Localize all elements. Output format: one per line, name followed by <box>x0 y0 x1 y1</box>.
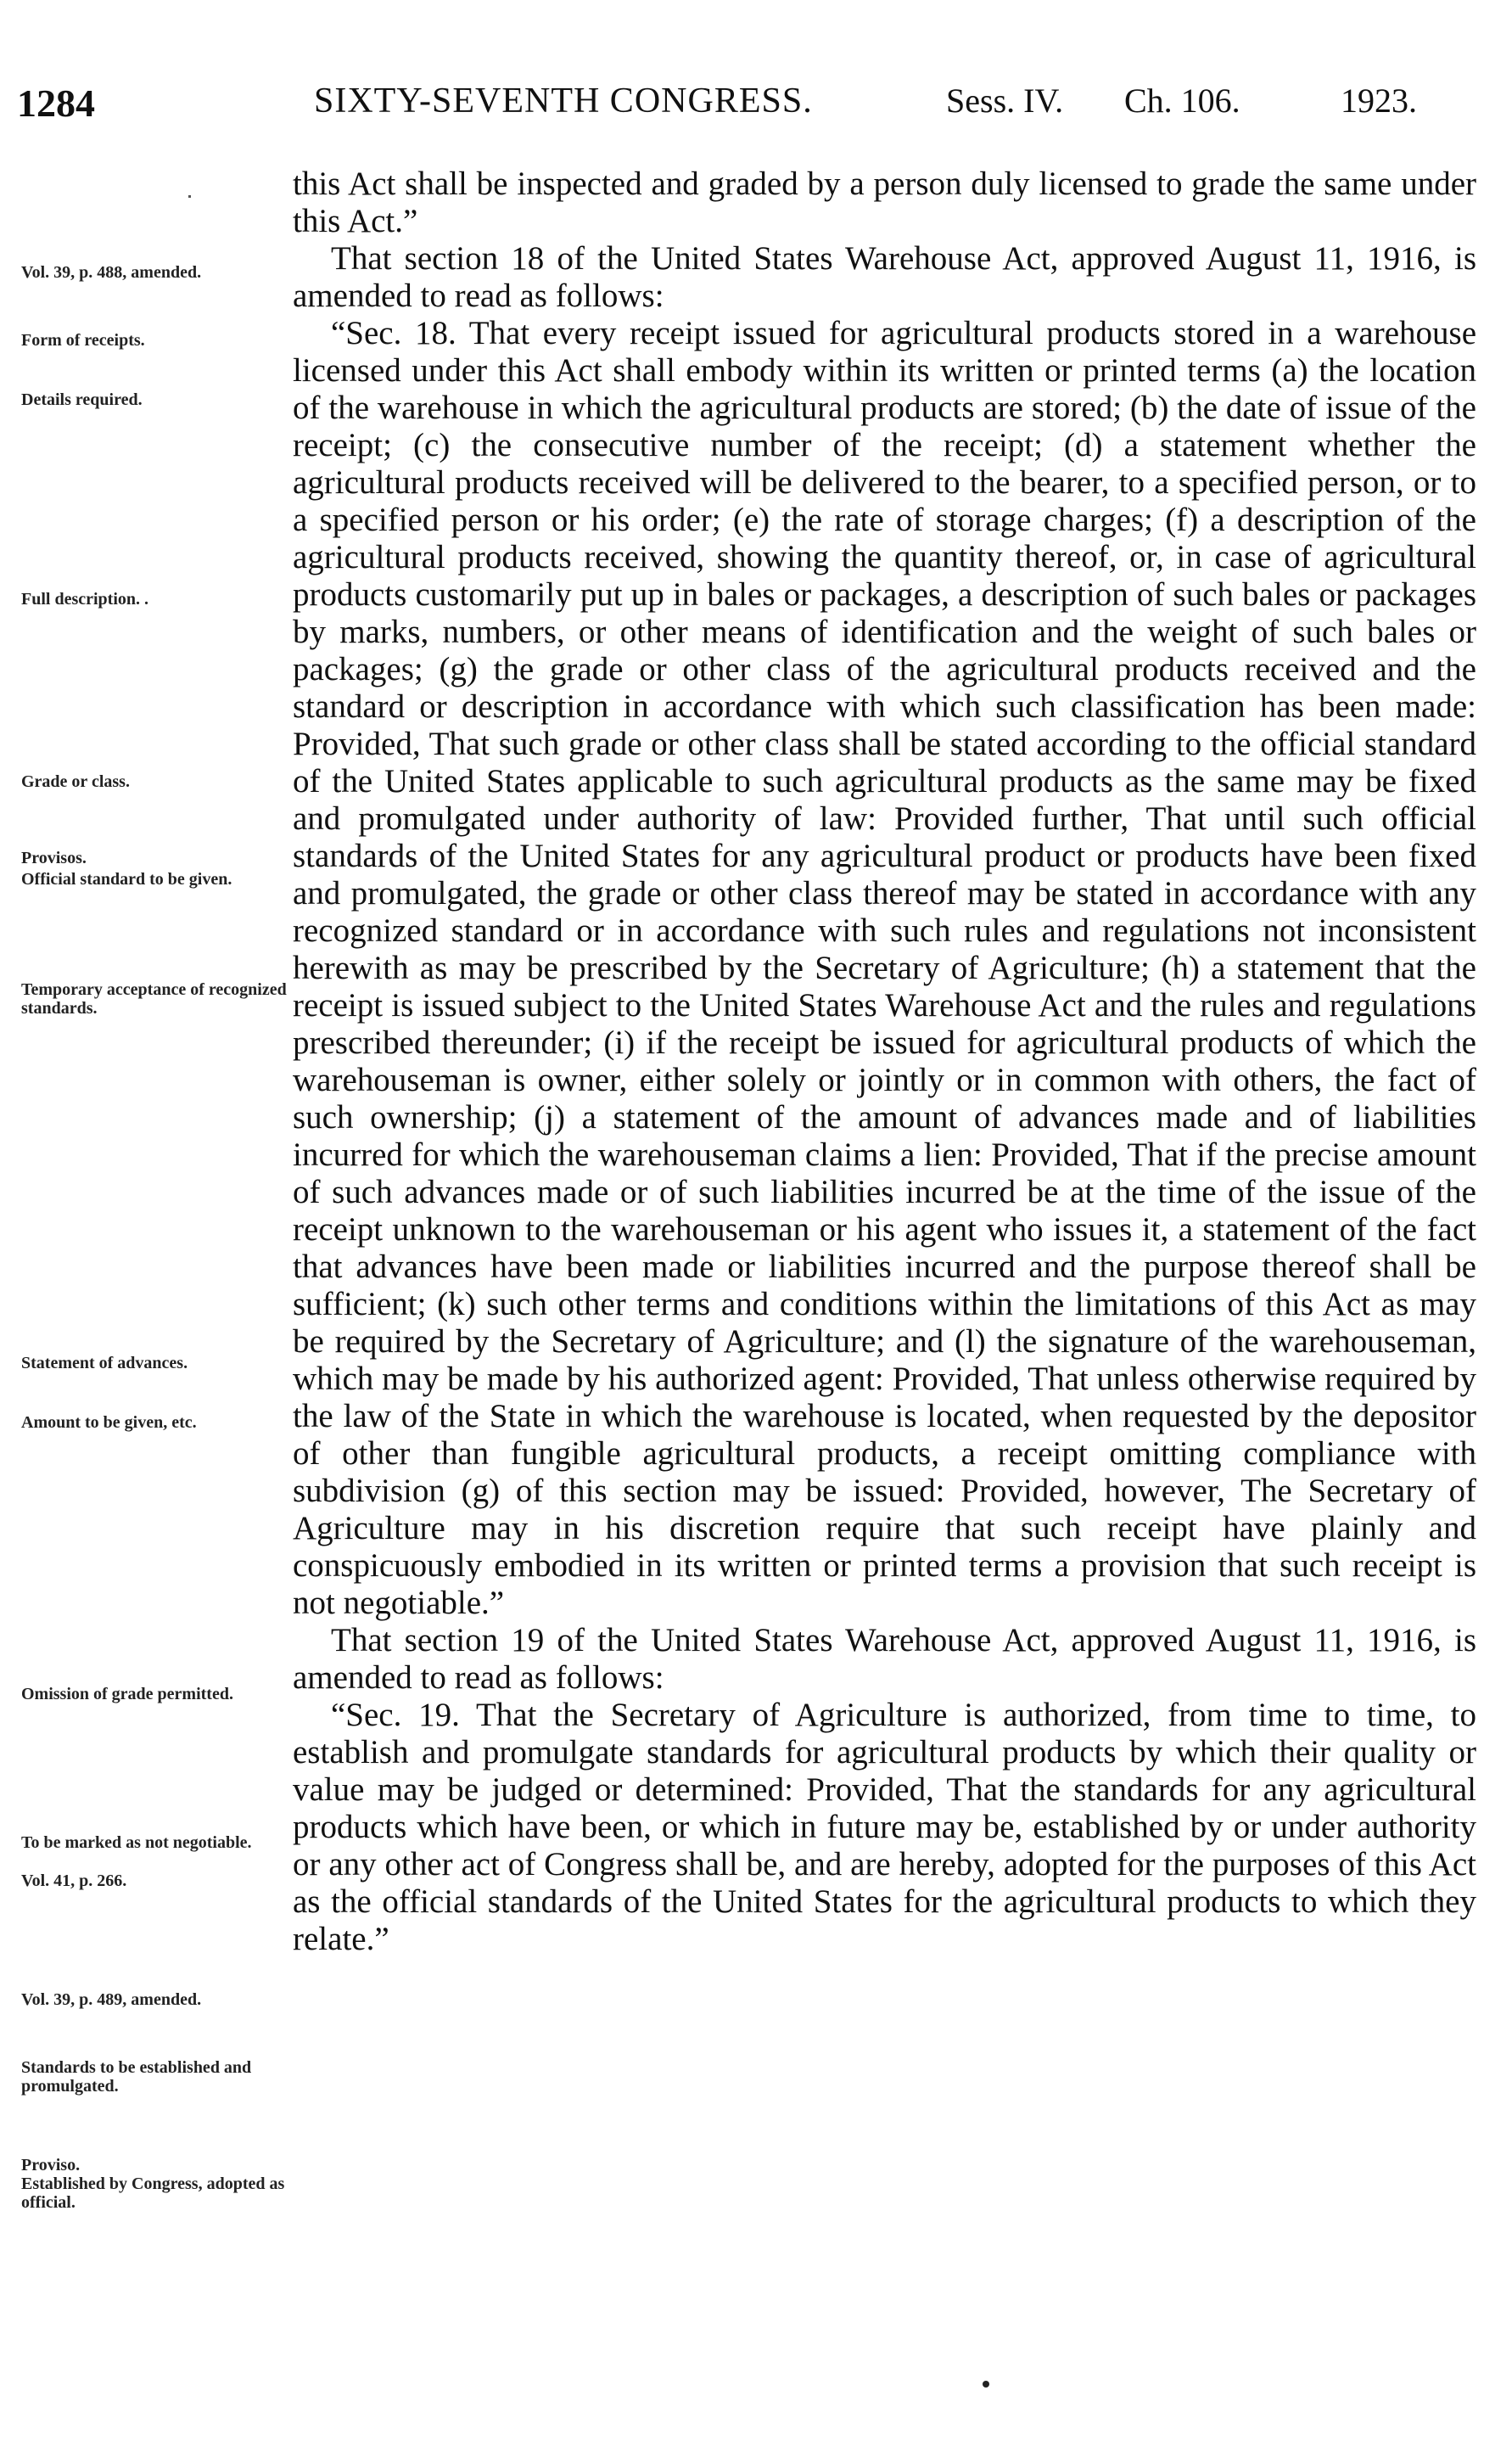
margin-note: Established by Congress, adopted as official. <box>21 2174 285 2212</box>
margin-note: Proviso. <box>21 2156 81 2174</box>
margin-note: Vol. 39, p. 488, amended. <box>21 263 202 282</box>
margin-note: To be marked as not negotiable. <box>21 1833 252 1852</box>
margin-note: Temporary acceptance of recognized standards. <box>21 980 287 1018</box>
margin-note: Vol. 39, p. 489, amended. <box>21 1990 202 2009</box>
running-title: SIXTY-SEVENTH CONGRESS. <box>314 81 813 121</box>
print-mark <box>983 2381 989 2388</box>
paragraph: That section 18 of the United States Warehouse Act, approved August 11, 1916, is amended to read as follows: <box>293 240 1476 314</box>
margin-note: Form of receipts. <box>21 331 145 350</box>
page-number: 1284 <box>17 81 95 125</box>
margin-note: Grade or class. <box>21 772 130 791</box>
margin-note: Amount to be given, etc. <box>21 1413 197 1432</box>
margin-note: Statement of advances. <box>21 1354 188 1372</box>
margin-note: Provisos. <box>21 849 87 867</box>
year-label: 1923. <box>1341 81 1417 120</box>
paragraph: this Act shall be inspected and graded by a person duly licensed to grade the same under this Act.” <box>293 166 1476 239</box>
session-label: Sess. IV. <box>946 81 1064 120</box>
margin-note: Details required. <box>21 390 143 409</box>
chapter-label: Ch. 106. <box>1124 81 1240 120</box>
paragraph: That section 19 of the United States Warehouse Act, approved August 11, 1916, is amended to read as follows: <box>293 1622 1476 1696</box>
margin-note: Omission of grade permitted. <box>21 1685 233 1703</box>
body-text <box>293 166 1476 1958</box>
margin-notes <box>0 0 288 2441</box>
paragraph: “Sec. 19. That the Secretary of Agriculture is authorized, from time to time, to establish and promulgate standards for agricultural products by which their quality or value may be judged or determined: Provided, That the standards for any agricultural products which have been, or which in future may be, established by or under authority or any other act of Congress shall be, and are hereby, adopted for the purposes of this Act as the official standards of the United States for the agricultural products to which they relate.” <box>293 1697 1476 1957</box>
margin-note: Vol. 41, p. 266. <box>21 1871 127 1890</box>
margin-note: Full description. . <box>21 590 149 609</box>
paragraph: “Sec. 18. That every receipt issued for agricultural products stored in a warehouse licensed under this Act shall embody within its written or printed terms (a) the location of the warehouse in which the agricultural products are stored; (b) the date of issue of the receipt; (c) the consecutive number of the receipt; (d) a statement whether the agricultural products received will be delivered to the bearer, to a specified person, or to a specified person or his order; (e) the rate of storage charges; (f) a description of the agricultural products received, showing the quantity thereof, or, in case of agricultural products customarily put up in bales or packages, a description of such bales or packages by marks, numbers, or other means of identification and the weight of such bales or packages; (g) the grade or other class of the agricultural products received and the standard or description in accordance with which such classification has been made: Provided, That such grade or other class shall be stated according to the official standard of the United States applicable to such agricultural products as the same may be fixed and promulgated under authority of law: Provided further, That until such official standards of the United States for any agricultural product or products have been fixed and promulgated, the grade or other class thereof may be stated in accordance with any recognized standard or in accordance with such rules and regulations not inconsistent herewith as may be prescribed by the Secretary of Agriculture; (h) a statement that the receipt is issued subject to the United States Warehouse Act and the rules and regulations prescribed thereunder; (i) if the receipt be issued for agricultural products of which the warehouseman is owner, either solely or jointly or in common with others, the fact of such ownership; (j) a statement of the amount of advances made and of liabilities incurred for which the warehouseman claims a lien: Provided, That if the precise amount of such advances made or of such liabilities incurred be at the time of the issue of the receipt unknown to the warehouseman or his agent who issues it, a statement of the fact that advances have been made or liabilities incurred and the purpose thereof shall be sufficient; (k) such other terms and conditions within the limitations of this Act as may be required by the Secretary of Agriculture; and (l) the signature of the warehouseman, which may be made by his authorized agent: Provided, That unless otherwise required by the law of the State in which the warehouse is located, when requested by the depositor of other than fungible agricultural products, a receipt omitting compliance with subdivision (g) of this section may be issued: Provided, however, The Secretary of Agriculture may in his discretion require that such receipt have plainly and conspicuously embodied in its written or printed terms a provision that such receipt is not negotiable.” <box>293 315 1476 1621</box>
margin-note: Standards to be established and promulgated. <box>21 2058 252 2096</box>
margin-note: Official standard to be given. <box>21 870 232 889</box>
